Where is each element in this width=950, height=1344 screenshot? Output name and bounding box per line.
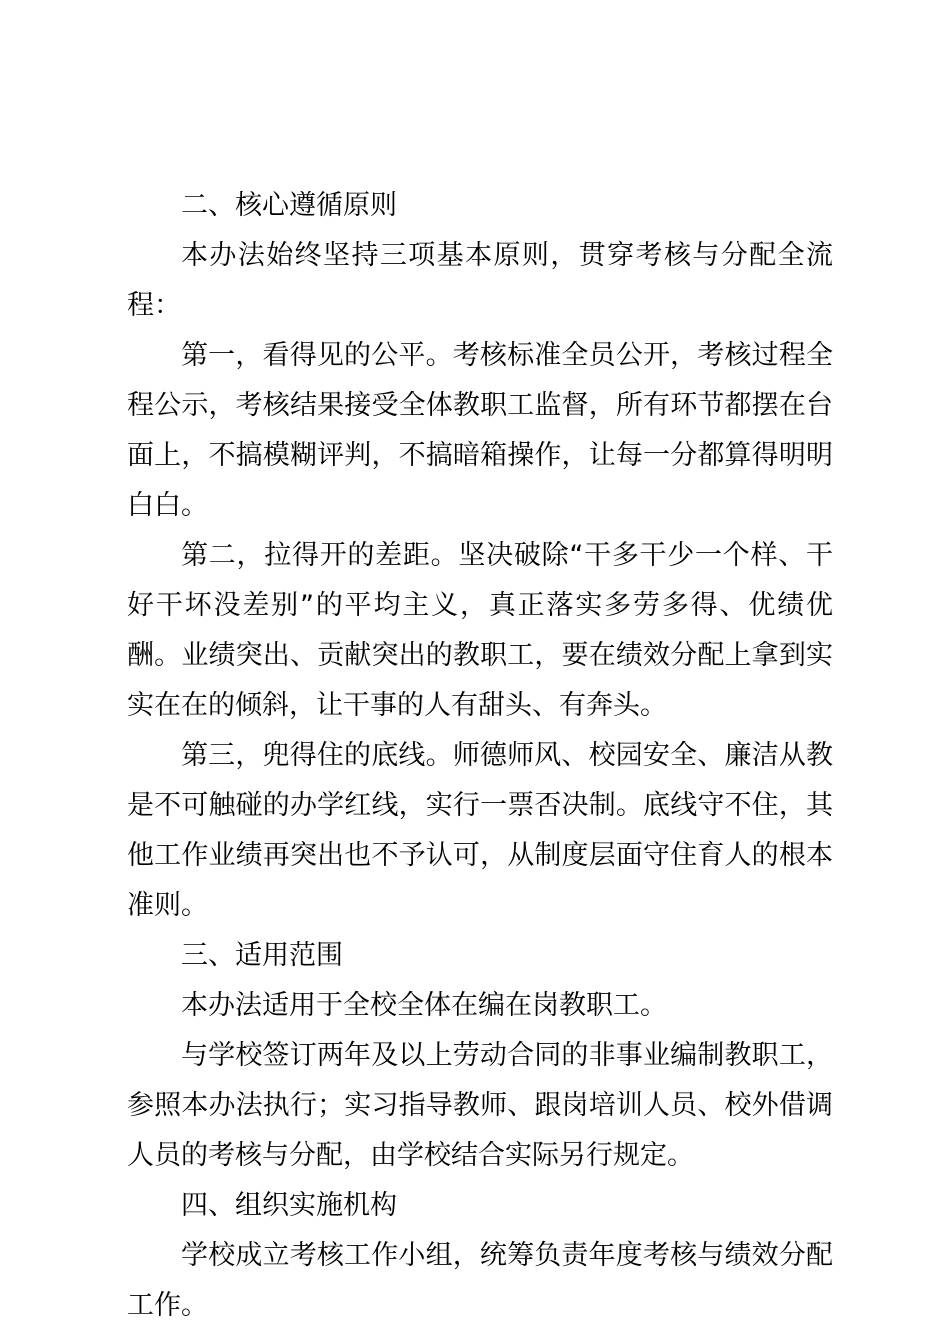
section-heading-principles: 二、核心遵循原则 [181,190,397,221]
paragraph-scope-staff: 本办法适用于全校全体在编在岗教职工。 [181,990,667,1021]
paragraph-organization: 学校成立考核工作小组，统筹负责年度考核与绩效分配工作。 [127,1240,833,1321]
paragraph-principle-fairness: 第一，看得见的公平。考核标准全员公开，考核过程全程公示，考核结果接受全体教职工监督，所有环节都摆在台面上，不搞模糊评判，不搞暗箱操作，让每一分都算得明明白白。 [127,340,833,521]
section-heading-organization: 四、组织实施机构 [181,1190,397,1221]
section-heading-scope: 三、适用范围 [181,940,343,971]
paragraph-principles-intro: 本办法始终坚持三项基本原则，贯穿考核与分配全流程： [127,240,833,321]
paragraph-principle-gap: 第二，拉得开的差距。坚决破除“干多干少一个样、干好干坏没差别”的平均主义，真正落实多劳多得、优绩优酬。业绩突出、贡献突出的教职工，要在绩效分配上拿到实实在在的倾斜，让干事的人有甜头、有奔头。 [127,540,833,721]
paragraph-scope-contract: 与学校签订两年及以上劳动合同的非事业编制教职工，参照本办法执行；实习指导教师、跟岗培训人员、校外借调人员的考核与分配，由学校结合实际另行规定。 [127,1040,833,1171]
paragraph-principle-bottom-line: 第三，兜得住的底线。师德师风、校园安全、廉洁从教是不可触碰的办学红线，实行一票否决制。底线守不住，其他工作业绩再突出也不予认可，从制度层面守住育人的根本准则。 [127,740,833,921]
document-body [127,181,833,1331]
